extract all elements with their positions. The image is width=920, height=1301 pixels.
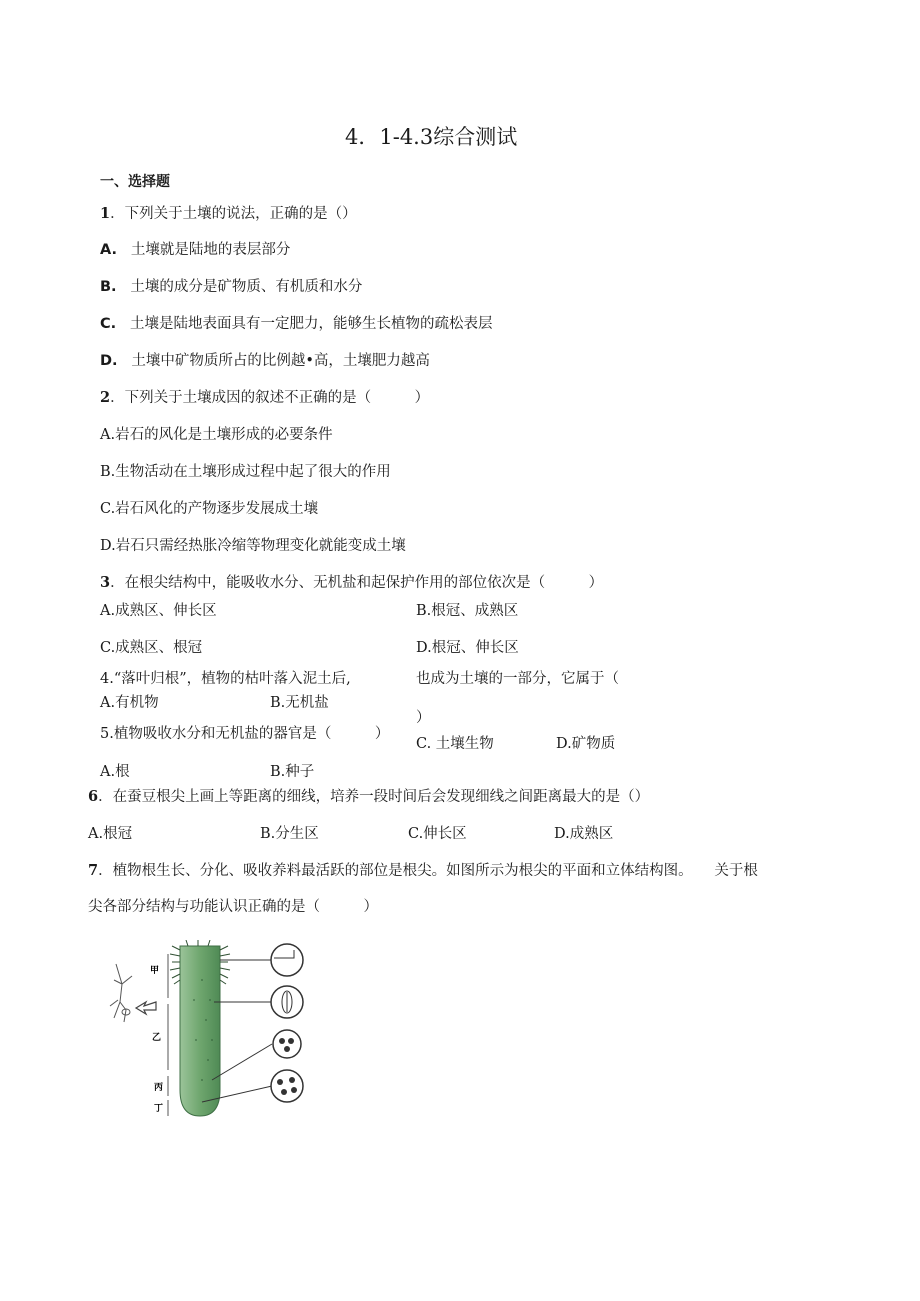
question-6-stem <box>88 788 649 806</box>
question-number: 2 <box>100 389 111 406</box>
q1-option-d <box>100 352 430 370</box>
question-text: ．在根尖结构中，能吸收水分、无机盐和起保护作用的部位依次是（ ） <box>110 575 604 591</box>
option-letter: C. <box>100 316 117 332</box>
question-text: ．下列关于土壤的说法，正确的是（） <box>110 206 357 222</box>
q3-option-c: C.成熟区、根冠 <box>100 640 203 656</box>
label-jia: 甲 <box>150 966 160 976</box>
q4-option-c: C. 土壤生物 <box>416 736 494 752</box>
q4-option-a: A.有机物 <box>100 695 159 711</box>
option-letter: A. <box>100 242 117 258</box>
q4-option-d: D.矿物质 <box>556 736 616 752</box>
question-text: ．下列关于土壤成因的叙述不正确的是（ ） <box>110 390 430 406</box>
q6-option-b: B.分生区 <box>260 826 319 842</box>
cell-detail-circles <box>271 944 303 1102</box>
option-text: 土壤就是陆地的表层部分 <box>130 242 291 258</box>
section-heading: 一、选择题 <box>100 174 170 190</box>
q6-option-c: C.伸长区 <box>408 826 467 842</box>
question-1-stem <box>100 205 357 223</box>
question-2-stem <box>100 389 429 407</box>
arrow-icon <box>136 1002 156 1014</box>
question-number: 1 <box>100 205 111 222</box>
option-text: 土壤是陆地表面具有一定肥力，能够生长植物的疏松表层 <box>129 316 493 332</box>
option-text: 土壤中矿物质所占的比例越•高，土壤肥力越高 <box>131 353 430 369</box>
q5-option-a: A.根 <box>100 764 130 780</box>
q3-option-d: D.根冠、伸长区 <box>416 640 519 656</box>
option-letter: B. <box>100 279 117 295</box>
q2-option-d: D.岩石只需经热胀冷缩等物理变化就能变成土壤 <box>100 538 406 554</box>
q2-option-b: B.生物活动在土壤形成过程中起了很大的作用 <box>100 464 391 480</box>
root-tip-figure <box>102 940 327 1118</box>
question-4-stem-left: 4.“落叶归根”，植物的枯叶落入泥土后, <box>100 671 351 687</box>
q4-option-b: B.无机盐 <box>270 695 329 711</box>
option-text: 土壤的成分是矿物质、有机质和水分 <box>130 279 363 295</box>
question-5-stem: 5.植物吸收水分和无机盐的器官是（ ） <box>100 726 390 742</box>
question-4-stem-right: 也成为土壤的一部分，它属于（ <box>416 671 619 687</box>
question-number: 3 <box>100 574 111 591</box>
q3-option-b: B.根冠、成熟区 <box>416 603 519 619</box>
label-ding: 丁 <box>154 1104 164 1114</box>
q6-option-a: A.根冠 <box>88 826 133 842</box>
question-text: ．在蚕豆根尖上画上等距离的细线，培养一段时间后会发现细线之间距离最大的是（） <box>98 789 650 805</box>
question-7-line-2: 尖各部分结构与功能认识正确的是（ ） <box>88 899 378 915</box>
label-yi: 乙 <box>152 1033 162 1043</box>
q3-option-a: A.成熟区、伸长区 <box>100 603 217 619</box>
question-number: 7 <box>88 862 99 879</box>
question-text: ．植物根生长、分化、吸收养料最活跃的部位是根尖。如图所示为根尖的平面和立体结构图。 关于根 <box>98 863 758 879</box>
root-tip-body <box>180 946 220 1116</box>
q2-option-c: C.岩石风化的产物逐步发展成土壤 <box>100 501 319 517</box>
question-number: 6 <box>88 788 99 805</box>
q5-option-b: B.种子 <box>270 764 315 780</box>
q1-option-c <box>100 315 492 333</box>
q6-option-d: D.成熟区 <box>554 826 614 842</box>
question-3-stem <box>100 574 603 592</box>
q1-option-b <box>100 278 362 296</box>
label-bing: 丙 <box>154 1083 164 1093</box>
q1-option-a <box>100 241 290 259</box>
seedling-sketch <box>110 964 132 1022</box>
page-title: 4．1-4.3综合测试 <box>345 125 518 149</box>
q2-option-a: A.岩石的风化是土壤形成的必要条件 <box>100 427 333 443</box>
option-letter: D. <box>100 353 118 369</box>
q4-close-paren: ） <box>416 710 431 726</box>
question-7-line-1 <box>88 862 758 880</box>
